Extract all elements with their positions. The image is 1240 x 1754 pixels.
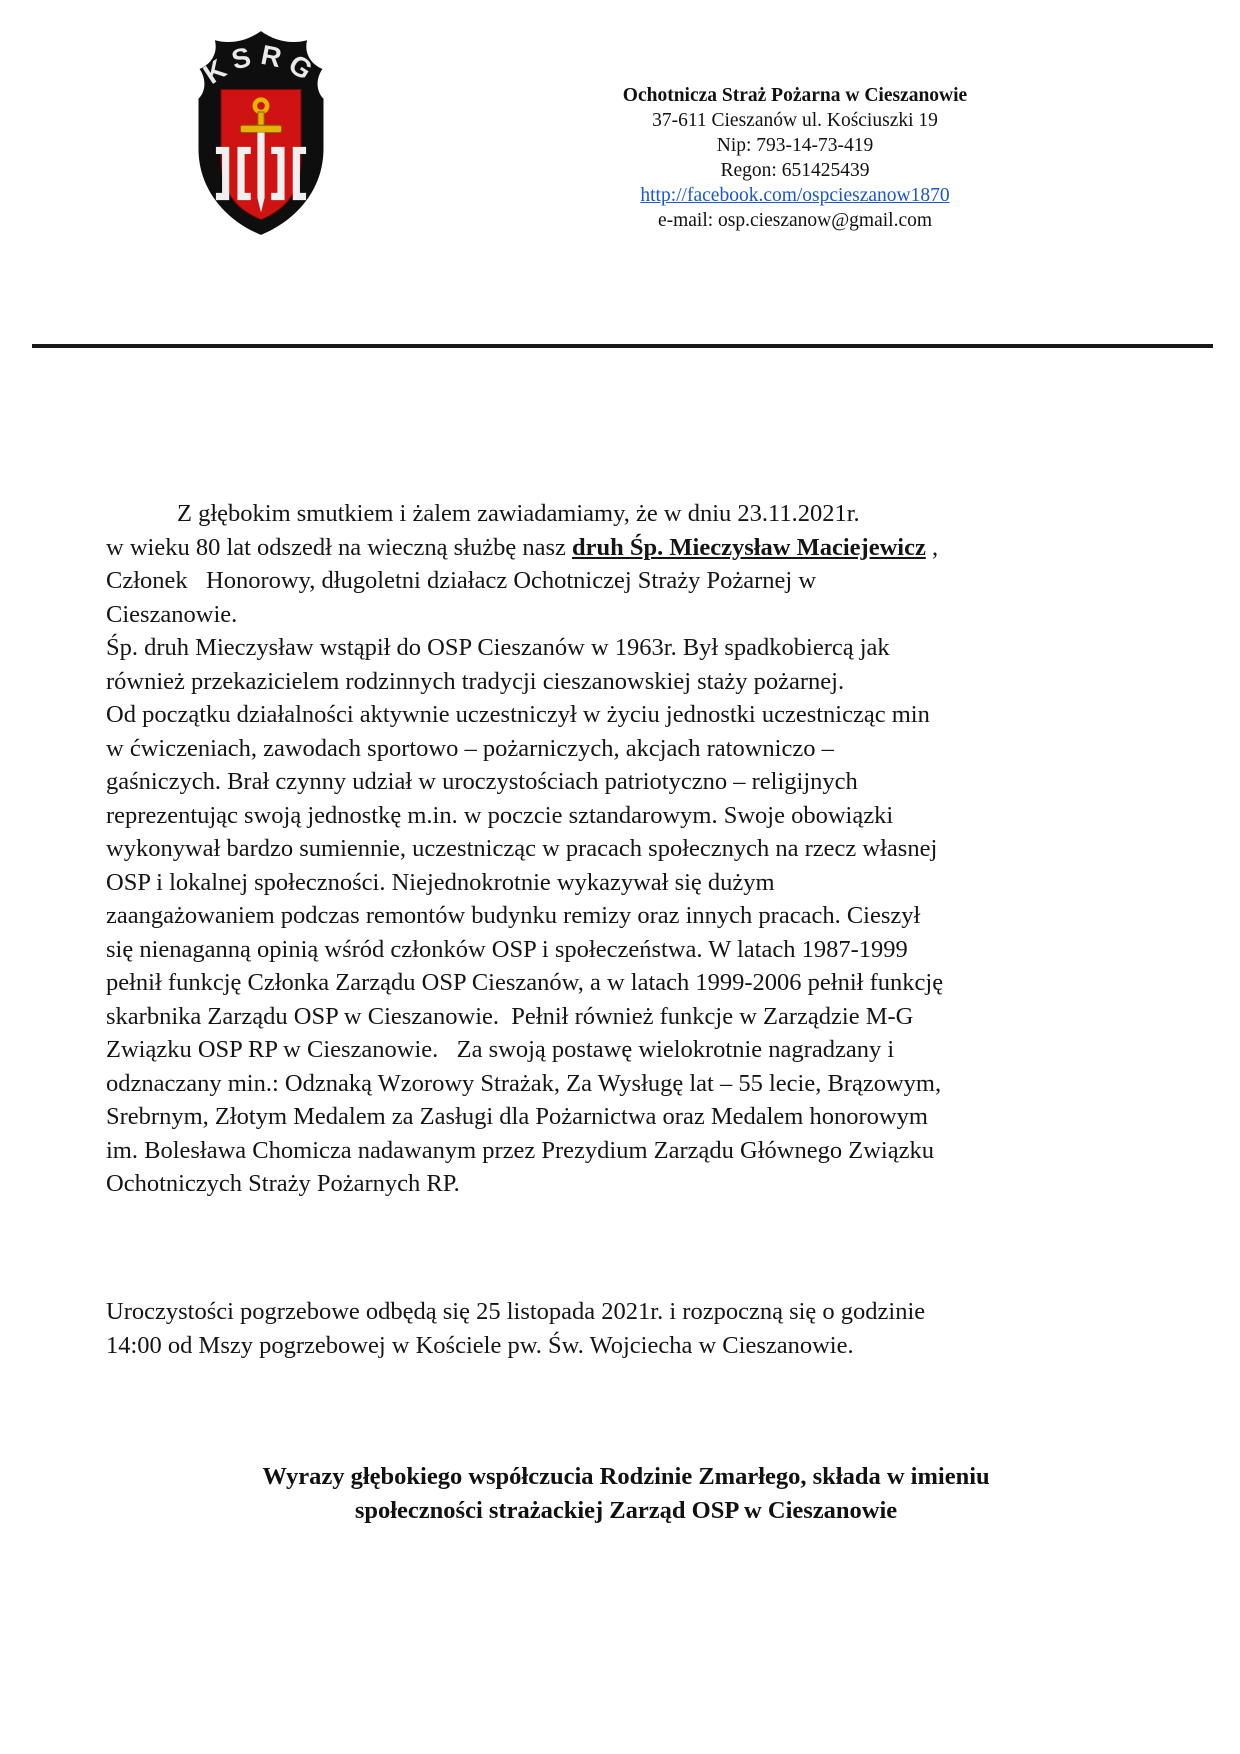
nip-line: Nip: 793-14-73-419 <box>716 135 874 156</box>
text-line: w ćwiczeniach, zawodach sportowo – pożarniczych, akcjach ratowniczo – <box>106 734 834 762</box>
address-line: 37-611 Cieszanów ul. Kościuszki 19 <box>652 110 938 131</box>
text-line: Wyrazy głębokiego współczucia Rodzinie Zmarłego, składa w imieniu <box>262 1463 990 1490</box>
deceased-name: druh Śp. Mieczysław Maciejewicz <box>572 533 926 561</box>
text-line: 14:00 od Mszy pogrzebowej w Kościele pw. Św. Wojciecha w Cieszanowie. <box>106 1331 854 1359</box>
text-line: skarbnika Zarządu OSP w Cieszanowie. Pełnił również funkcje w Zarządzie M-G <box>106 1002 914 1030</box>
text-line: Srebrnym, Złotym Medalem za Zasługi dla Pożarnictwa oraz Medalem honorowym <box>106 1103 928 1130</box>
text-line: reprezentując swoją jednostkę m.in. w poczcie sztandarowym. Swoje obowiązki <box>106 801 894 829</box>
text-line: Ochotniczych Straży Pożarnych RP. <box>106 1170 460 1197</box>
ksrg-acronym: KSRG <box>197 38 325 90</box>
text-line: Cieszanowie. <box>106 600 238 628</box>
text-line: im. Bolesława Chomicza nadawanym przez Prezydium Zarządu Głównego Związku <box>106 1136 934 1164</box>
letterhead-contact-block <box>570 83 1020 233</box>
org-name: Ochotnicza Straż Pożarna w Cieszanowie <box>622 85 968 106</box>
text-line: Członek Honorowy, długoletni działacz Ochotniczej Straży Pożarnej w <box>106 567 817 594</box>
text-line: społeczności strażackiej Zarząd OSP w Cieszanowie <box>354 1496 898 1524</box>
text-line: Uroczystości pogrzebowe odbędą się 25 listopada 2021r. i rozpoczną się o godzinie <box>106 1298 926 1325</box>
announcement-first-line: Z głębokim smutkiem i żalem zawiadamiamy, że w dniu 23.11.2021r. <box>177 500 860 527</box>
text-line: odznaczany min.: Odznaką Wzorowy Strażak, Za Wysługę lat – 55 lecie, Brązowym, <box>106 1069 942 1097</box>
text-line: Śp. druh Mieczysław wstąpił do OSP Cieszanów w 1963r. Był spadkobiercą jak <box>106 634 890 661</box>
text-line: pełnił funkcję Członka Zarządu OSP Cieszanów, a w latach 1999-2006 pełnił funkcję <box>106 969 944 996</box>
condolence-paragraph <box>106 1460 1146 1527</box>
announcement-body-lines <box>106 564 1146 1201</box>
announcement-name-line <box>106 531 1146 565</box>
ksrg-shield-icon <box>168 28 354 238</box>
name-line-suffix: , <box>925 533 939 561</box>
announcement-paragraph <box>106 497 1146 1201</box>
text-line: OSP i lokalnej społeczności. Niejednokrotnie wykazywał się dużym <box>106 868 775 896</box>
text-line: wykonywał bardzo sumiennie, uczestnicząc w pracach społecznych na rzecz własnej <box>106 835 938 862</box>
regon-line: Regon: 651425439 <box>720 160 870 181</box>
text-line: zaangażowaniem podczas remontów budynku remizy oraz innych pracach. Cieszył <box>106 902 921 929</box>
funeral-info-paragraph <box>106 1295 1146 1362</box>
header-divider <box>32 344 1213 348</box>
text-line: Od początku działalności aktywnie uczestniczył w życiu jednostki uczestnicząc min <box>106 701 930 728</box>
text-line: gaśniczych. Brał czynny udział w uroczystościach patriotyczno – religijnych <box>106 768 858 795</box>
facebook-link[interactable]: http://facebook.com/ospcieszanow1870 <box>640 185 950 206</box>
ksrg-badge-logo <box>168 28 354 238</box>
text-line: Związku OSP RP w Cieszanowie. Za swoją postawę wielokrotnie nagradzany i <box>106 1036 895 1063</box>
name-line-prefix: w wieku 80 lat odszedł na wieczną służbę nasz <box>106 533 573 561</box>
text-line: również przekazicielem rodzinnych tradycji cieszanowskiej staży pożarnej. <box>106 667 845 695</box>
email-line: e-mail: osp.cieszanow@gmail.com <box>657 210 933 231</box>
text-line: się nienaganną opinią wśród członków OSP i społeczeństwa. W latach 1987-1999 <box>106 935 908 963</box>
